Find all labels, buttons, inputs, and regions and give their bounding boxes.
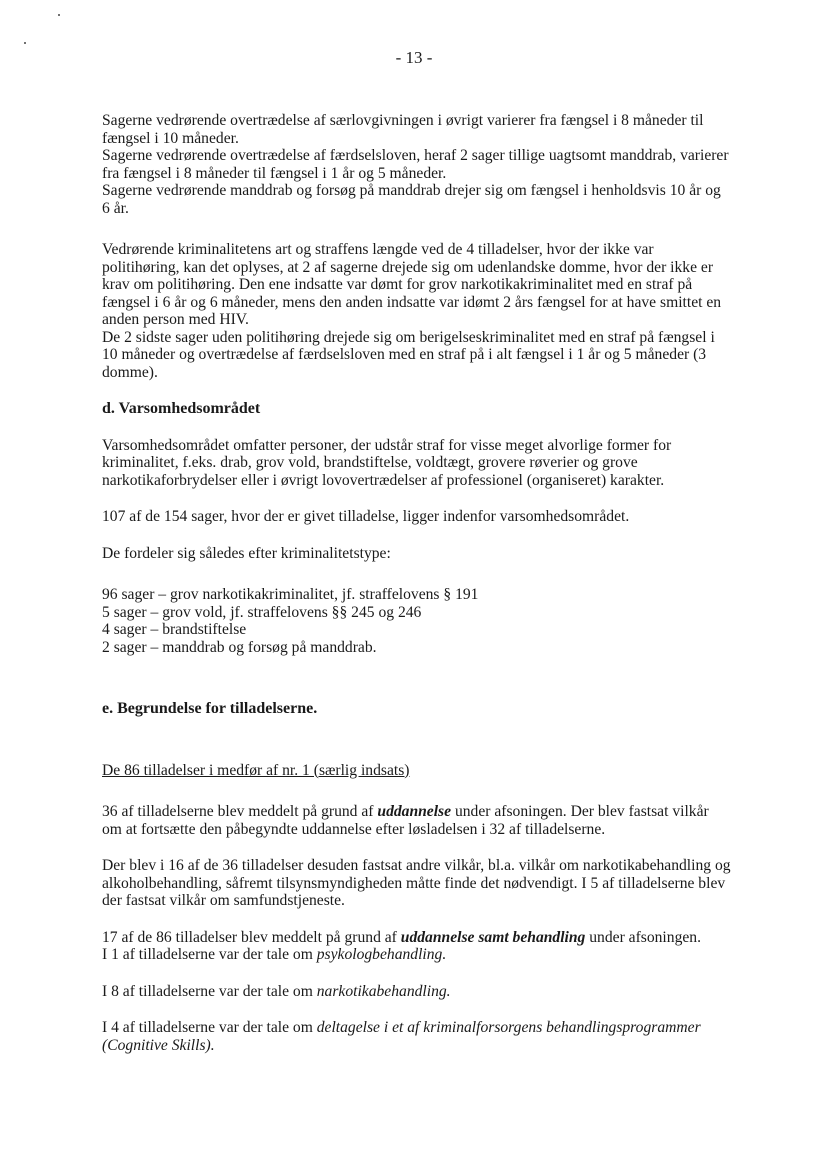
paragraph-distribution-intro: De fordeler sig således efter kriminalitetstype: (102, 544, 391, 562)
list-item: 4 sager – brandstiftelse (102, 621, 247, 638)
paragraph-additional-conditions: Der blev i 16 af de 36 tilladelser desuden fastsat andre vilkår, bl.a. vilkår om narkotikabehandling og alkoholbehandling, såfremt tilsynsmyndigheden måtte finde det nødvendigt. I 5 af tilladelserne blev der fastsat vilkår om samfundstjeneste. (102, 857, 731, 909)
paragraph-education-grants: 36 af tilladelserne blev meddelt på grund af uddannelse under afsoningen. Der blev fastsat vilkår om at fortsætte den påbegyndte uddannelse efter løsladelsen i 32 af tilladelserne. (102, 803, 709, 838)
paragraph-no-police-hearing: Vedrørende kriminalitetens art og straffens længde ved de 4 tilladelser, hvor der ikke var politihøring, kan det oplyses, at 2 af sagerne drejede sig om udenlandske domme, hvor der ikke er krav om politihøring. Den ene indsatte var dømt for grov narkotikakriminalitet med en straf på fængsel i 6 år og 6 måneder, mens den anden indsatte var idømt 2 års fængsel for at have smittet en anden person med HIV. (102, 241, 722, 328)
paragraph-treatment-programme: I 4 af tilladelserne var der tale om deltagelse i et af kriminalforsorgens behandlingsprogrammer (Cognitive Skills). (102, 1019, 701, 1054)
crime-type-list (102, 586, 732, 656)
scan-speck (24, 42, 26, 44)
paragraph-last-two-cases: De 2 sidste sager uden politihøring drejede sig om berigelseskriminalitet med en straf på fængsel i 10 måneder og overtrædelse af færdselsloven med en straf på i alt fængsel i 1 år og 5 måneder (3 domme). (102, 328, 715, 381)
paragraph-education-and-treatment: 17 af de 86 tilladelser blev meddelt på grund af uddannelse samt behandling under afsoningen. (102, 928, 701, 946)
paragraph-traffic-act: Sagerne vedrørende overtrædelse af færdselsloven, heraf 2 sager tillige uagtsomt manddrab, varierer fra fængsel i 8 måneder til fængsel i 1 år og 5 måneder. (102, 147, 729, 182)
section-heading-d: d. Varsomhedsområdet (102, 400, 261, 417)
paragraph-psychologist: I 1 af tilladelserne var der tale om psykologbehandling. (102, 946, 447, 963)
list-item: 96 sager – grov narkotikakriminalitet, jf. straffelovens § 191 (102, 586, 479, 603)
paragraph-caution-area-count: 107 af de 154 sager, hvor der er givet tilladelse, ligger indenfor varsomhedsområdet. (102, 508, 630, 525)
paragraph-special-legislation: Sagerne vedrørende overtrædelse af særlovgivningen i øvrigt varierer fra fængsel i 8 måneder til fængsel i 10 måneder. (102, 112, 704, 147)
scan-speck (58, 14, 60, 16)
paragraph-caution-area-definition: Varsomhedsområdet omfatter personer, der udstår straf for visse meget alvorlige former for kriminalitet, f.eks. drab, grov vold, brandstiftelse, voldtægt, grovere røverier og grove narkotikaforbrydelser eller i øvrigt lovovertrædelser af professionel (organiseret) karakter. (102, 436, 672, 489)
list-item: 5 sager – grov vold, jf. straffelovens §§ 245 og 246 (102, 603, 422, 621)
subsection-heading: De 86 tilladelser i medfør af nr. 1 (særlig indsats) (102, 761, 410, 779)
paragraph-manslaughter: Sagerne vedrørende manddrab og forsøg på manddrab drejer sig om fængsel i henholdsvis 10 år og 6 år. (102, 182, 721, 217)
page-number: - 13 - (395, 48, 433, 67)
paragraph-drug-treatment: I 8 af tilladelserne var der tale om narkotikabehandling. (102, 982, 451, 1000)
section-heading-e: e. Begrundelse for tilladelserne. (102, 700, 318, 717)
list-item: 2 sager – manddrab og forsøg på manddrab. (102, 638, 377, 656)
document-body (102, 112, 732, 1054)
